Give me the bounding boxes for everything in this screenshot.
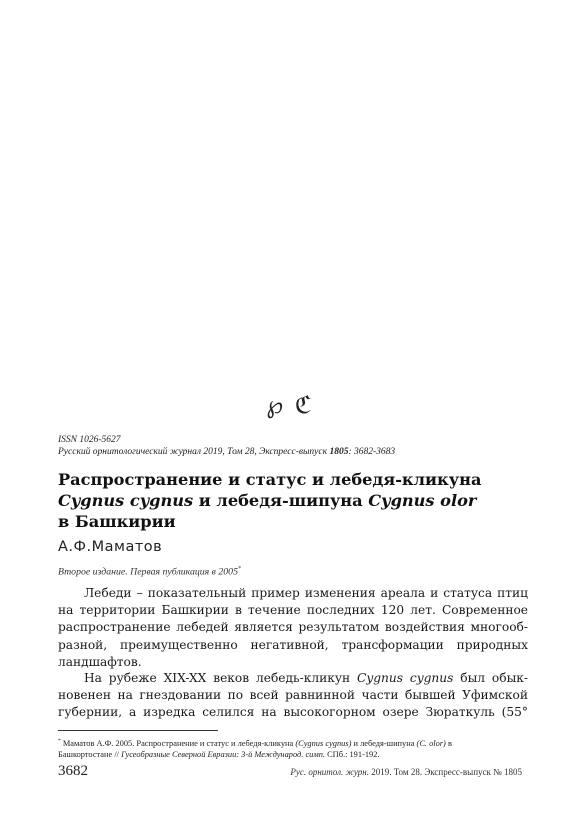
- issn-line: ISSN 1026-5627: [58, 435, 121, 445]
- running-footer: [290, 767, 522, 778]
- footnote-line-1: [58, 736, 528, 749]
- footnote-text: в: [445, 738, 452, 748]
- paragraph-1: [58, 585, 528, 671]
- footnote-text: Маматов А.Ф. 2005. Распространение и статус и лебедя-кликуна: [60, 738, 296, 748]
- edition-note: [58, 563, 241, 578]
- footnote-species-2: (C. olor): [416, 738, 446, 748]
- article-title: [58, 469, 528, 532]
- issue-number: 1805: [329, 447, 349, 457]
- ornament-glyphs: ℘ ℭ: [266, 391, 314, 419]
- journal-name: Русский орнитологический журнал 2019, Том 28, Экспресс-выпуск: [58, 447, 330, 457]
- paragraph-2: [58, 670, 528, 722]
- paragraph-1-line: распространение лебедей является результатом воздействия многооб-: [58, 620, 528, 635]
- paragraph-1-line: на территории Башкирии в течение последних 120 лет. Современное: [58, 603, 528, 618]
- title-species-2: Cygnus olor: [368, 491, 477, 510]
- author-name: А.Ф.Маматов: [58, 539, 163, 555]
- title-connector: и лебедя-шипуна: [193, 491, 369, 510]
- footnote-marker: *: [58, 738, 61, 744]
- paragraph-1-line: ландшафтов.: [58, 654, 142, 669]
- paragraph-2-line: губернии, а изредка селился на высокогорном озере Зюраткуль (55°: [58, 705, 528, 720]
- paragraph-1-line: Лебеди – показательный пример изменения ареала и статуса птиц: [84, 586, 528, 600]
- footnote-text: Башкортостане //: [58, 749, 122, 759]
- title-line-3: в Башкирии: [58, 512, 176, 531]
- paragraph-2-line: новенен на гнездовании по всей равнинной части бывшей Уфимской: [58, 688, 528, 703]
- edition-text: Второе издание. Первая публикация в 2005: [58, 566, 238, 578]
- footnote-line-2: [58, 749, 528, 760]
- footnote-species-1: (Cygnus cygnus): [295, 738, 352, 748]
- journal-abbrev: Рус. орнитол. журн.: [290, 767, 369, 777]
- footnote: [58, 736, 528, 760]
- title-line-2: [58, 490, 528, 511]
- title-species-1: Cygnus cygnus: [58, 491, 194, 510]
- paragraph-1-line: разной, преимущественно негативной, трансформации природных: [58, 637, 528, 652]
- footnote-divider: [58, 730, 218, 731]
- footnote-source: Гусеобразные Северной Евразии: 3-й Международ. симп.: [121, 749, 325, 759]
- running-footer-text: 2019. Том 28. Экспресс-выпуск № 1805: [368, 767, 522, 777]
- paragraph-2-species: Cygnus cygnus: [357, 671, 454, 685]
- footnote-text: СПб.: 191-192.: [324, 749, 380, 759]
- footnote-text: и лебедя-шипуна: [351, 738, 417, 748]
- title-line-1: Распространение и статус и лебедя-кликуна: [58, 470, 482, 489]
- paragraph-2-line: [58, 670, 528, 687]
- paragraph-2-text: был обык-: [453, 671, 528, 685]
- paragraph-2-text: На рубеже XIX-XX веков лебедь-кликун: [84, 671, 358, 685]
- edition-footnote-marker: *: [237, 566, 241, 572]
- page-range: : 3682-3683: [348, 447, 396, 457]
- page-number: 3682: [58, 763, 88, 779]
- journal-citation-line: [58, 446, 528, 458]
